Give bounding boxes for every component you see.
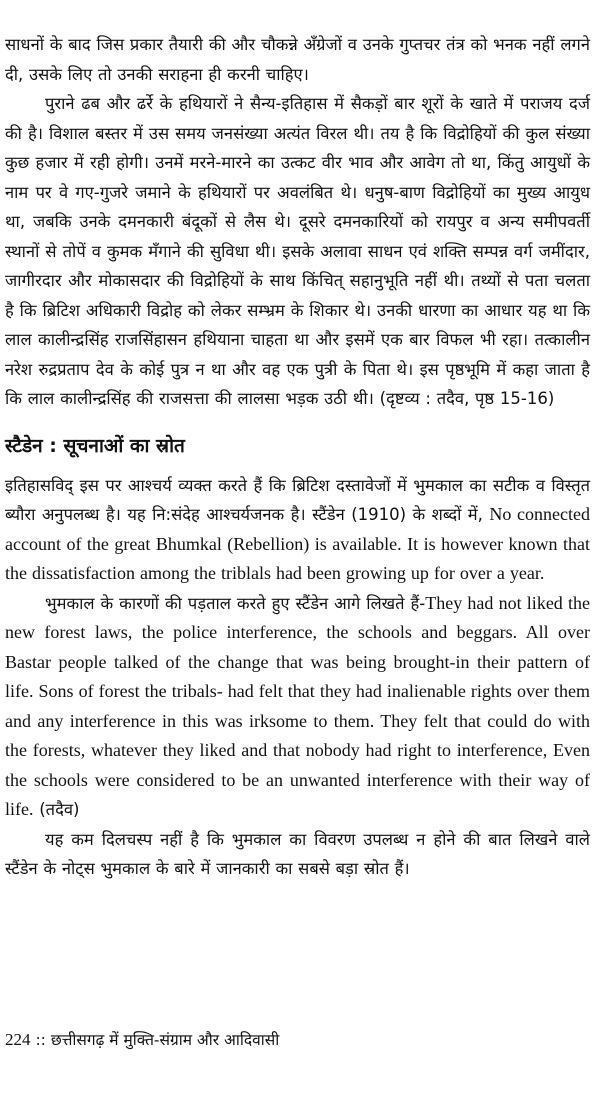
paragraph-5: यह कम दिलचस्प नहीं है कि भुमकाल का विवरण उपलब्ध न होने की बात लिखने वाले स्टैंडेन के नोट्स भुमकाल के बारे में जानकारी का सबसे बड़ा स्रोत हैं। [5, 829, 590, 878]
paragraph-4 [5, 589, 590, 825]
paragraph-4-english-quote: They had not liked the new forest laws, the police interference, the schools and beggars. All over Bastar people talked of the change that was being brought-in their pattern of life. Sons of forest the tribals- had felt that they had inalienable rights over them and any interference in this was irksome to them. They felt that could do with the forests, whatever they liked and that nobody had right to interference, Even the schools were considered to be an unwanted interference with their way of life. [5, 592, 590, 819]
paragraph-4-hindi: भुमकाल के कारणों की पड़ताल करते हुए स्टैंडेन आगे लिखते हैं- [45, 593, 426, 613]
page-number: 224 [5, 1030, 31, 1049]
paragraph-3-hindi: इतिहासविद् इस पर आश्चर्य व्यक्त करते हैं कि ब्रिटिश दस्तावेजों में भुमकाल का सटीक व विस्तृत ब्यौरा अनुपलब्ध है। यह नि:संदेह आश्चर्यजनक है। स्टैंडेन (1910) के शब्दों में, [5, 475, 590, 524]
paragraph-3-english-quote: No connected account of the great Bhumkal (Rebellion) is available. It is however known that the dissatisfaction among the triblals had been growing up for over a year. [5, 504, 590, 583]
page-footer [5, 1028, 279, 1052]
paragraph-2: पुराने ढब और ढर्रे के हथियारों ने सैन्य-इतिहास में सैकड़ों बार शूरों के खाते में पराजय दर्ज की है। विशाल बस्तर में उस समय जनसंख्या अत्यंत विरल थी। तय है कि विद्रोहियों की कुल संख्या कुछ हजार में रही होगी। उनमें मरने-मारने का उत्कट वीर भाव और आवेग तो था, किंतु आयुधों के नाम पर वे गए-गुजरे जमाने के हथियारों पर अवलंबित थे। धनुष-बाण विद्रोहियों का मुख्य आयुध था, जबकि उनके दमनकारी बंदूकों से लैस थे। दूसरे दमनकारियों को रायपुर व अन्य समीपवर्ती स्थानों से तोपें व कुमक मँगाने की सुविधा थी। इसके अलावा साधन एवं शक्ति सम्पन्न वर्ग जमींदार, जागीरदार और मोकासदार की विद्रोहियों के साथ किंचित् सहानुभूति नहीं थी। तथ्यों से पता चलता है कि ब्रिटिश अधिकारी विद्रोह को लेकर सम्भ्रम के शिकार थे। उनकी धारणा का आधार यह था कि लाल कालीन्द्रसिंह राजसिंहासन हथियाना चाहता था और इसमें एक बार विफल भी रहा। तत्कालीन नरेश रुद्रप्रताप देव के कोई पुत्र न था और वह एक पुत्री के पिता थे। इस पृष्ठभूमि में कहा जाता है कि लाल कालीन्द्रसिंह की राजसत्ता की लालसा भड़क उठी थी। (दृष्टव्य : तदैव, पृष्ठ 15-16) [5, 94, 590, 408]
footer-separator: :: [35, 1031, 46, 1049]
book-title: छत्तीसगढ़ में मुक्ति-संग्राम और आदिवासी [50, 1031, 280, 1049]
section-heading: स्टैडेन : सूचनाओं का स्रोत [5, 434, 185, 457]
paragraph-3 [5, 471, 590, 589]
paragraph-1: साधनों के बाद जिस प्रकार तैयारी की और चौकन्ने अँग्रेजों व उनके गुप्तचर तंत्र को भनक नहीं लगने दी, उसके लिए तो उनकी सराहना ही करनी चाहिए। [5, 35, 590, 84]
paragraph-4-reference: (तदैव) [39, 800, 80, 819]
